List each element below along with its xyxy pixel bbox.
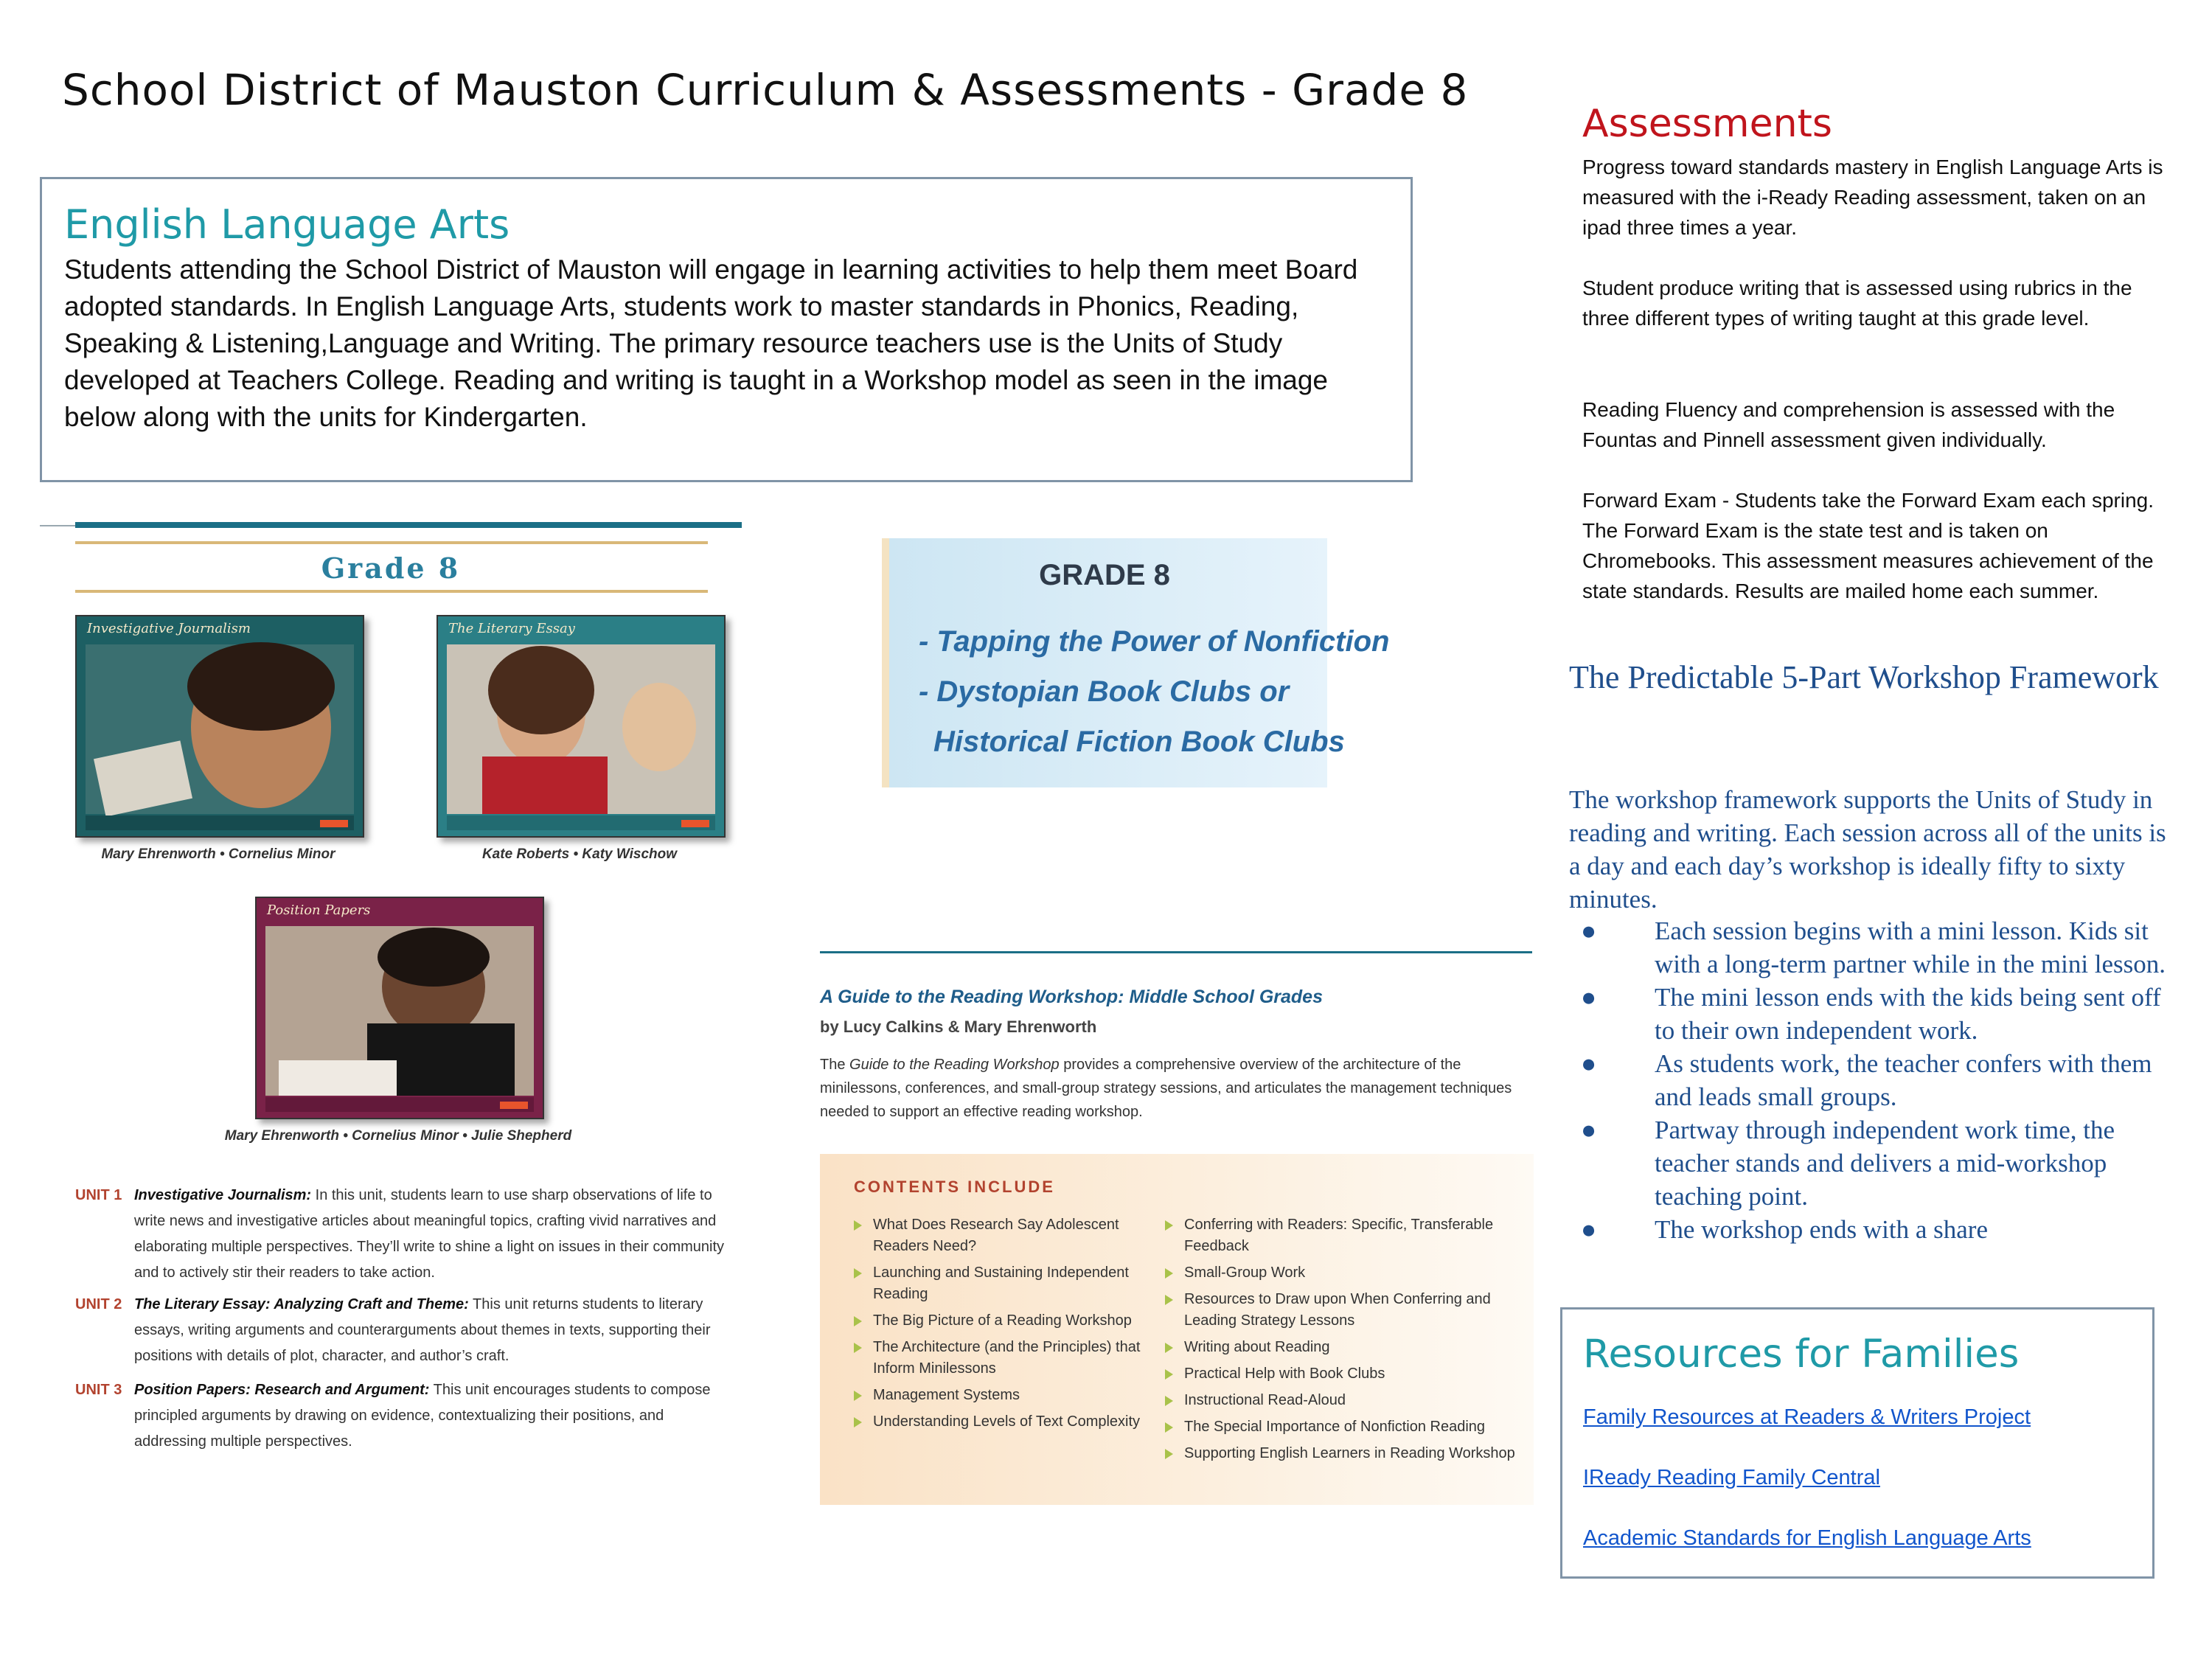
book-title: Position Papers (267, 902, 371, 918)
assessments-heading: Assessments (1582, 102, 1833, 146)
unit-item-nonfiction: - Tapping the Power of Nonfiction (919, 625, 1390, 658)
list-item: Understanding Levels of Text Complexity (854, 1411, 1141, 1433)
grade-8-units-panel (40, 522, 742, 1481)
assessment-paragraph-writing: Student produce writing that is assessed using rubrics in the three different types of writing taught at this grade level. (1582, 276, 2132, 330)
list-item: Management Systems (854, 1385, 1141, 1406)
workshop-steps-list (1569, 914, 2181, 1246)
list-item: Resources to Draw upon When Conferring and Leading Strategy Lessons (1165, 1289, 1526, 1332)
divider (40, 525, 75, 526)
book-authors: Mary Ehrenworth • Cornelius Minor (101, 846, 335, 862)
workshop-step: ● The mini lesson ends with the kids being sent off to their own independent work. (1569, 981, 2181, 1047)
bullet-icon: ● (1581, 1116, 1597, 1144)
list-item: What Does Research Say Adolescent Readers Need? (854, 1214, 1141, 1257)
list-item: Launching and Sustaining Independent Reading (854, 1262, 1141, 1305)
card-title: GRADE 8 (1039, 559, 1170, 591)
unit-description: Position Papers: Research and Argument: This unit encourages students to compose principled arguments by drawing on evidence, contextualizing their positions, and addressing multiple perspectives. (134, 1382, 711, 1450)
bullet-icon: ● (1581, 1215, 1597, 1244)
link-iready-family-central[interactable]: IReady Reading Family Central (1583, 1466, 1880, 1489)
book-cover-art (257, 898, 543, 1118)
workshop-step: ● As students work, the teacher confers with them and leads small groups. (1569, 1047, 2181, 1113)
guide-contents (820, 1154, 1534, 1505)
workshop-step: ● The workshop ends with a share (1569, 1213, 2181, 1246)
unit-description: Investigative Journalism: In this unit, students learn to use sharp observations of life to write news and investigative articles about meaningful topics, crafting vivid narratives and elaborating multiple perspectives. They’ll write to shine a light on issues in their community and to actively stir their readers to take action. (134, 1187, 725, 1281)
list-item: The Big Picture of a Reading Workshop (854, 1310, 1141, 1332)
ela-section (40, 177, 1413, 482)
unit-2 (75, 1292, 724, 1373)
guide-description: The Guide to the Reading Workshop provides a comprehensive overview of the architecture of the minilessons, conferences, and small-group strategy sessions, and articulates the management techniques needed to support an effective reading workshop. (820, 1057, 1512, 1120)
list-item: Conferring with Readers: Specific, Transferable Feedback (1165, 1214, 1526, 1257)
book-title: The Literary Essay (448, 621, 575, 636)
book-cover-literary-essay (437, 615, 726, 838)
resources-section (1560, 1307, 2154, 1579)
divider (75, 522, 742, 528)
divider (75, 590, 708, 593)
link-readers-writers-project[interactable]: Family Resources at Readers & Writers Project (1583, 1405, 2031, 1429)
grade-8-units-card (882, 538, 1390, 787)
unit-label: UNIT 2 (75, 1296, 122, 1312)
grade-label: Grade 8 (321, 552, 461, 585)
book-title: Investigative Journalism (87, 621, 251, 636)
list-item: Small-Group Work (1165, 1262, 1526, 1284)
book-cover-art (438, 616, 724, 836)
guide-title: A Guide to the Reading Workshop: Middle School Grades (820, 987, 1323, 1007)
divider (820, 951, 1532, 953)
unit-label: UNIT 3 (75, 1382, 122, 1398)
list-item: Supporting English Learners in Reading Workshop (1165, 1443, 1526, 1464)
ela-heading: English Language Arts (64, 201, 510, 248)
unit-3 (75, 1377, 724, 1458)
resources-heading: Resources for Families (1583, 1332, 2020, 1377)
list-item: Practical Help with Book Clubs (1165, 1363, 1526, 1385)
workshop-step: ● Partway through independent work time, the teacher stands and delivers a mid-workshop teaching point. (1569, 1113, 2181, 1213)
link-academic-standards-ela[interactable]: Academic Standards for English Language Arts (1583, 1526, 2031, 1550)
assessment-paragraph-forward-exam: Forward Exam - Students take the Forward Exam each spring. The Forward Exam is the state test and is taken on Chromebooks. This assessment measures achievement of the state standards. Results are mailed home each summer. (1582, 489, 2154, 602)
book-cover-art (77, 616, 363, 836)
assessment-paragraph-iready: Progress toward standards mastery in English Language Arts is measured with the i-Ready Reading assessment, taken on an ipad three times a year. (1582, 156, 2163, 239)
book-cover-investigative-journalism (75, 615, 364, 838)
book-cover-position-papers (255, 897, 544, 1119)
bullet-icon: ● (1581, 917, 1597, 945)
unit-1 (75, 1183, 724, 1286)
ela-description: Students attending the School District of Mauston will engage in learning activities to help them meet Board adopted standards. In English Language Arts, students work to master standards in Phonics, Reading, Speaking & Listening,Language and Writing. The primary resource teachers use is the Units of Study developed at Teachers College. Reading and writing is taught in a Workshop model as seen in the image below along with the units for Kindergarten. (64, 254, 1358, 432)
contents-list-left (854, 1214, 1141, 1438)
bullet-icon: ● (1581, 983, 1597, 1012)
list-item: The Special Importance of Nonfiction Reading (1165, 1416, 1526, 1438)
list-item: Writing about Reading (1165, 1337, 1526, 1358)
unit-description: The Literary Essay: Analyzing Craft and Theme: This unit returns students to literary essays, writing arguments and counterarguments about themes in texts, supporting their positions with details of plot, character, and author’s craft. (134, 1296, 711, 1364)
unit-item-historical-fiction: Historical Fiction Book Clubs (933, 726, 1345, 758)
book-authors: Mary Ehrenworth • Cornelius Minor • Julie Shepherd (224, 1128, 572, 1144)
list-item: Instructional Read-Aloud (1165, 1390, 1526, 1411)
unit-label: UNIT 1 (75, 1187, 122, 1203)
workshop-framework-intro: The workshop framework supports the Units of Study in reading and writing. Each session across all of the units is a day and each day’s workshop is ideally fifty to sixty minutes. (1569, 785, 2166, 914)
contents-label: CONTENTS INCLUDE (854, 1178, 1055, 1196)
workshop-step: ● Each session begins with a mini lesson. Kids sit with a long-term partner while in the mini lesson. (1569, 914, 2181, 981)
page-title: School District of Mauston Curriculum & Assessments - Grade 8 (62, 65, 1469, 115)
divider (75, 541, 708, 544)
guide-authors: by Lucy Calkins & Mary Ehrenworth (820, 1018, 1097, 1036)
book-authors: Kate Roberts • Katy Wischow (481, 846, 678, 862)
workshop-framework-title: The Predictable 5-Part Workshop Framework (1569, 659, 2159, 695)
list-item: The Architecture (and the Principles) that Inform Minilessons (854, 1337, 1141, 1380)
contents-list-right (1165, 1214, 1526, 1470)
bullet-icon: ● (1581, 1049, 1597, 1078)
assessment-paragraph-fluency: Reading Fluency and comprehension is assessed with the Fountas and Pinnell assessment given individually. (1582, 398, 2115, 451)
unit-item-dystopian: - Dystopian Book Clubs or (919, 675, 1290, 708)
